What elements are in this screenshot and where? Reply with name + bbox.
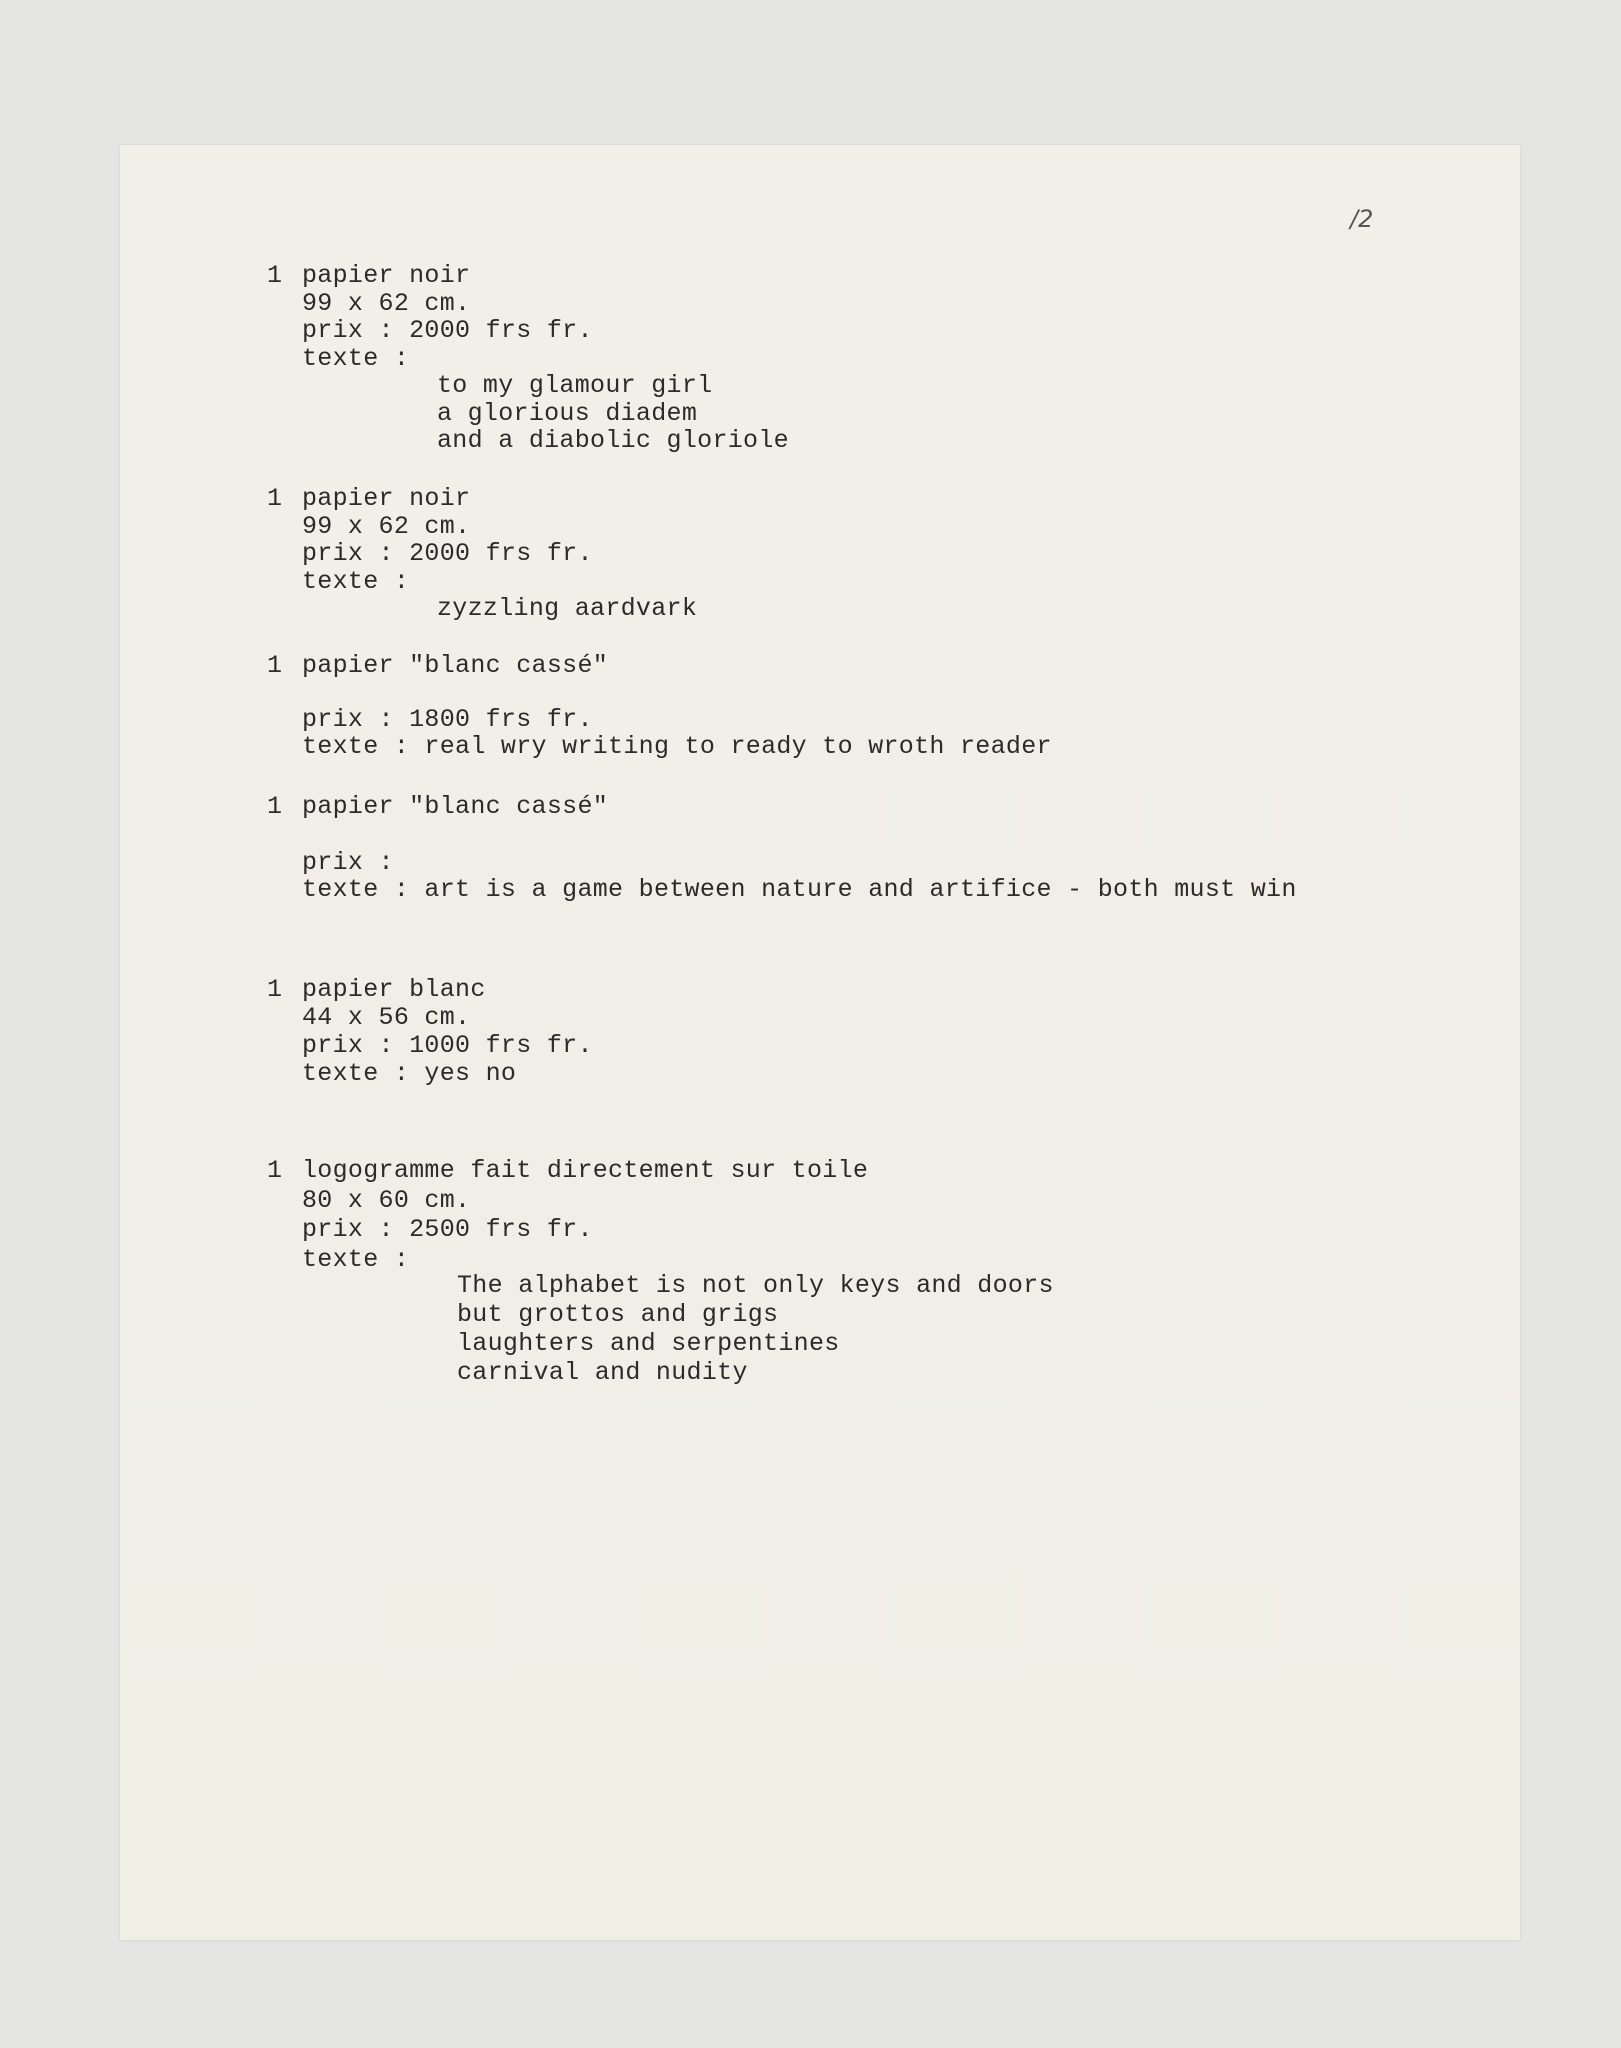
entry-text-label: texte :: [302, 1245, 410, 1274]
entry-text-line: but grottos and grigs: [457, 1300, 779, 1329]
page-number: /2: [1350, 205, 1374, 233]
entry-price: prix : 2000 frs fr.: [302, 316, 593, 345]
entry-price: prix : 2500 frs fr.: [302, 1215, 593, 1244]
entry-text: texte : yes no: [302, 1059, 517, 1088]
entry-qty: 1: [267, 975, 283, 1004]
entry-text-line: and a diabolic gloriole: [437, 426, 789, 455]
entry-text-label: texte :: [302, 567, 410, 596]
entry-price: prix :: [302, 848, 394, 877]
entry-size: 80 x 60 cm.: [302, 1186, 471, 1215]
entry-text-label: texte :: [302, 344, 410, 373]
entry-text-line: carnival and nudity: [457, 1358, 748, 1387]
entry-size: 44 x 56 cm.: [302, 1003, 471, 1032]
entry-qty: 1: [267, 261, 283, 290]
entry-size: 99 x 62 cm.: [302, 512, 471, 541]
entry-text: texte : art is a game between nature and artifice - both must win: [302, 875, 1297, 904]
entry-qty: 1: [267, 792, 283, 821]
entry-text-line: The alphabet is not only keys and doors: [457, 1271, 1054, 1300]
entry-text-line: to my glamour girl: [437, 371, 713, 400]
entry-qty: 1: [267, 651, 283, 680]
entry-title: papier noir: [302, 484, 471, 513]
entry-title: papier "blanc cassé": [302, 792, 609, 821]
entry-text-line: a glorious diadem: [437, 399, 698, 428]
entry-price: prix : 1000 frs fr.: [302, 1031, 593, 1060]
entry-title: papier blanc: [302, 975, 486, 1004]
entry-price: prix : 2000 frs fr.: [302, 539, 593, 568]
entry-qty: 1: [267, 484, 283, 513]
entry-qty: 1: [267, 1156, 283, 1185]
entry-size: 99 x 62 cm.: [302, 289, 471, 318]
entry-title: logogramme fait directement sur toile: [302, 1156, 869, 1185]
entry-title: papier noir: [302, 261, 471, 290]
entry-title: papier "blanc cassé": [302, 651, 609, 680]
entry-price: prix : 1800 frs fr.: [302, 705, 593, 734]
entry-text-line: zyzzling aardvark: [437, 594, 698, 623]
entry-text: texte : real wry writing to ready to wroth reader: [302, 732, 1052, 761]
entry-text-line: laughters and serpentines: [457, 1329, 840, 1358]
